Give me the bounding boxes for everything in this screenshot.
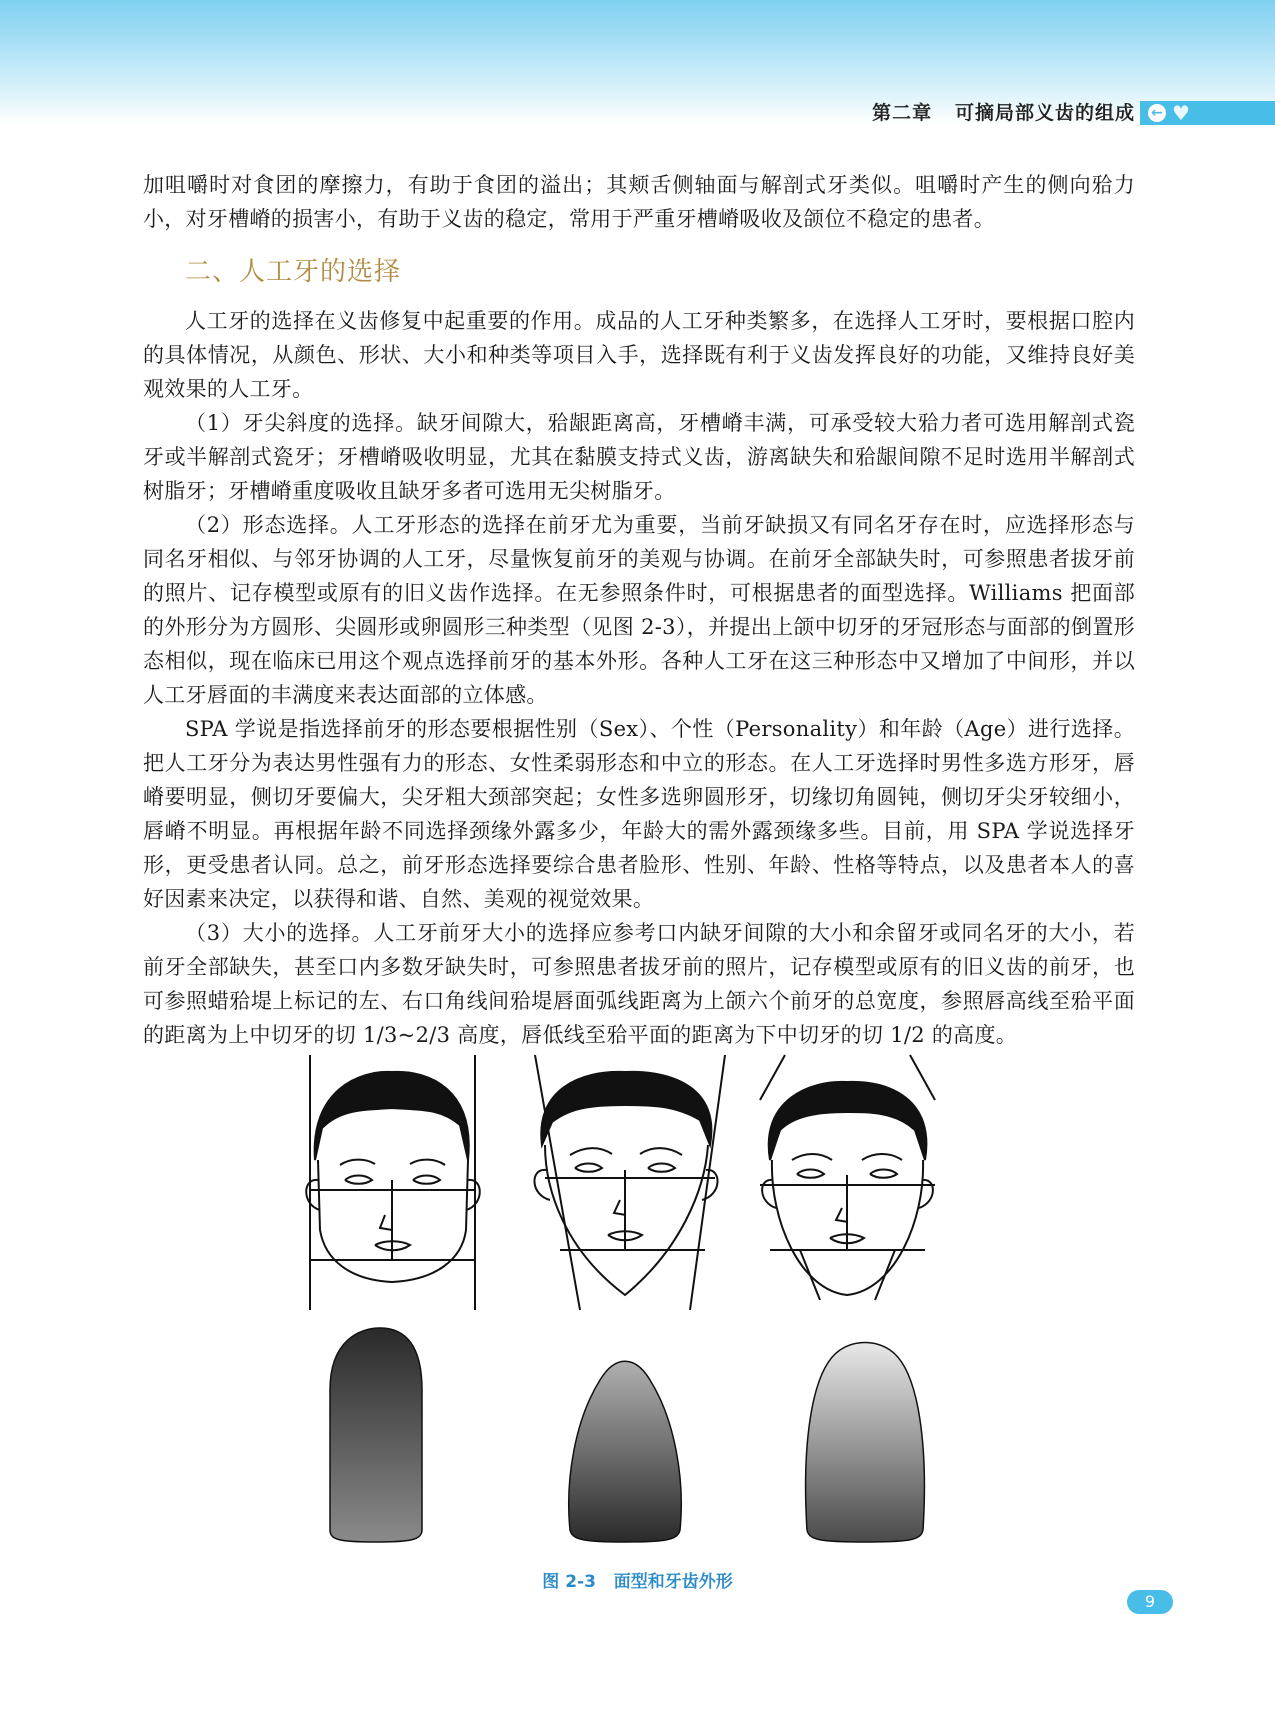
tapering-tooth — [569, 1361, 682, 1542]
paragraph-3: （2）形态选择。人工牙形态的选择在前牙尤为重要，当前牙缺损又有同名牙存在时，应选择形态与同名牙相似、与邻牙协调的人工牙，尽量恢复前牙的美观与协调。在前牙全部缺失时，可参照患者拔牙前的照片、记存模型或原有的旧义齿作选择。在无参照条件时，可根据患者的面型选择。Williams 把面部的外形分为方圆形、尖圆形或卵圆形三种类型（见图 2-3），并提出上颌中切牙的牙冠形态与面部的倒置形态相似，现在临床已用这个观点选择前牙的基本外形。各种人工牙在这三种形态中又增加了中间形，并以人工牙唇面的丰满度来表达面部的立体感。 — [143, 513, 1135, 707]
heart-icon: ♥ — [1172, 101, 1190, 125]
back-arrow-icon[interactable]: ← — [1148, 104, 1166, 122]
ovoid-face — [760, 1055, 935, 1300]
figure-caption — [0, 1567, 1275, 1592]
chapter-number: 第二章 — [872, 102, 933, 124]
figure-caption-text: 面型和牙齿外形 — [613, 1572, 733, 1592]
ovoid-tooth — [806, 1343, 925, 1543]
paragraph-4: SPA 学说是指选择前牙的形态要根据性别（Sex）、个性（Personality）和年龄（Age）进行选择。把人工牙分为表达男性强有力的形态、女性柔弱形态和中立的形态。在人工牙选择时男性多选方形牙，唇嵴要明显，侧切牙要偏大，尖牙粗大颈部突起；女性多选卵圆形牙，切缘切角圆钝，侧切牙尖牙较细小，唇嵴不明显。再根据年龄不同选择颈缘外露多少，年龄大的需外露颈缘多些。目前，用 SPA 学说选择牙形，更受患者认同。总之，前牙形态选择要综合患者脸形、性别、年龄、性格等特点，以及患者本人的喜好因素来决定，以获得和谐、自然、美观的视觉效果。 — [143, 717, 1135, 911]
chapter-name: 可摘局部义齿的组成 — [954, 102, 1135, 124]
main-content — [143, 168, 1135, 1052]
face-and-tooth-figure — [280, 1050, 1000, 1550]
figure-label: 图 2-3 — [542, 1572, 596, 1592]
square-tooth — [330, 1328, 422, 1542]
section-heading: 二、人工牙的选择 — [185, 257, 402, 287]
intro-paragraph: 加咀嚼时对食团的摩擦力，有助于食团的溢出；其颊舌侧轴面与解剖式牙类似。咀嚼时产生的侧向𬌗力小，对牙槽嵴的损害小，有助于义齿的稳定，常用于严重牙槽嵴吸收及颌位不稳定的患者。 — [143, 173, 1135, 231]
paragraph-2: （1）牙尖斜度的选择。缺牙间隙大，𬌗龈距离高，牙槽嵴丰满，可承受较大𬌗力者可选用解剖式瓷牙或半解剖式瓷牙；牙槽嵴吸收明显，尤其在黏膜支持式义齿，游离缺失和𬌗龈间隙不足时选用半解剖式树脂牙；牙槽嵴重度吸收且缺牙多者可选用无尖树脂牙。 — [143, 411, 1135, 503]
tapering-face — [534, 1055, 725, 1310]
square-face — [306, 1055, 480, 1310]
page-number: 9 — [1127, 1590, 1173, 1614]
chapter-title — [872, 100, 1135, 126]
paragraph-1: 人工牙的选择在义齿修复中起重要的作用。成品的人工牙种类繁多，在选择人工牙时，要根据口腔内的具体情况，从颜色、形状、大小和种类等项目入手，选择既有利于义齿发挥良好的功能，又维持良好美观效果的人工牙。 — [143, 309, 1135, 401]
chapter-tab — [1140, 101, 1275, 125]
paragraph-5: （3）大小的选择。人工牙前牙大小的选择应参考口内缺牙间隙的大小和余留牙或同名牙的大小，若前牙全部缺失，甚至口内多数牙缺失时，可参照患者拔牙前的照片，记存模型或原有的旧义齿的前牙，也可参照蜡𬌗堤上标记的左、右口角线间𬌗堤唇面弧线距离为上颌六个前牙的总宽度，参照唇高线至𬌗平面的距离为上中切牙的切 1/3~2/3 高度，唇低线至𬌗平面的距离为下中切牙的切 1/2 的高度。 — [143, 921, 1135, 1047]
